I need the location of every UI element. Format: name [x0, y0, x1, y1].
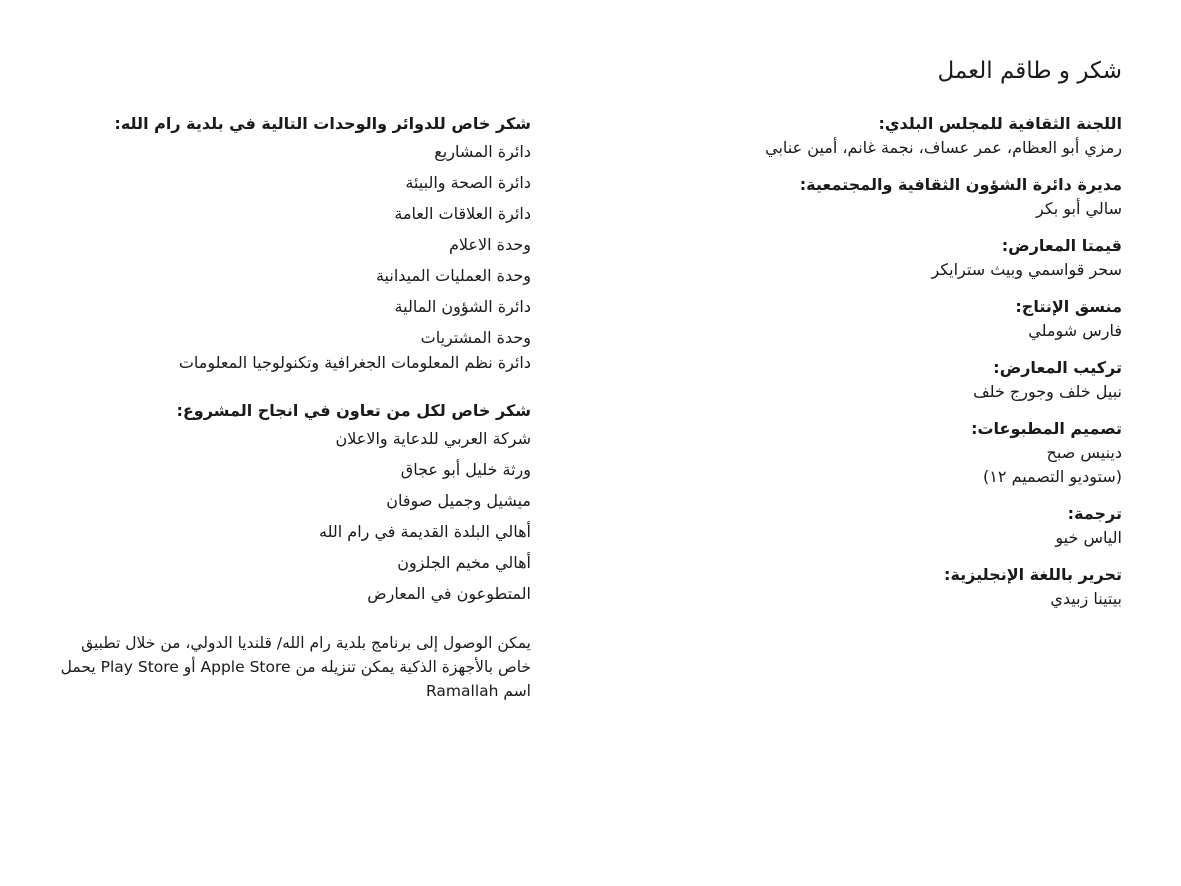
credit-exhibition-installation: [682, 356, 1122, 404]
app-note: يمكن الوصول إلى برنامج بلدية رام الله/ قلنديا الدولي، من خلال تطبيق خاص بالأجهزة الذكية يمكن تنزيله من Apple Store أو Play Store يحمل اسم Ramallah: [60, 634, 531, 700]
credit-name: سحر قواسمي وبيث سترايكر: [931, 260, 1122, 279]
credit-role: تصميم المطبوعات:: [971, 419, 1122, 438]
list-item: وحدة المشتريات: [420, 328, 531, 347]
departments-section: [51, 112, 531, 373]
credit-name: سالي أبو بكر: [1036, 199, 1122, 218]
credit-name-note: (ستوديو التصميم ١٢): [983, 467, 1122, 486]
list-item: دائرة المشاريع: [434, 142, 531, 161]
departments-list: [51, 136, 531, 373]
partners-list: [51, 423, 531, 609]
credit-name: فارس شوملي: [1028, 321, 1122, 340]
credit-name: بيتينا زبيدي: [1050, 589, 1122, 608]
credit-department-director: [682, 173, 1122, 221]
list-item: دائرة نظم المعلومات الجغرافية وتكنولوجيا المعلومات: [178, 353, 531, 372]
list-item: دائرة العلاقات العامة: [394, 204, 531, 223]
credit-name: رمزي أبو العظام، عمر عساف، نجمة غانم، أمين عنابي: [765, 138, 1122, 157]
list-item: دائرة الشؤون المالية: [394, 297, 531, 316]
credit-curators: [682, 234, 1122, 282]
credits-column: [682, 112, 1122, 624]
list-item: ميشيل وجميل صوفان: [386, 491, 531, 510]
acknowledgements-column: [51, 112, 531, 703]
credit-role: تحرير باللغة الإنجليزية:: [944, 565, 1122, 584]
list-item: أهالي مخيم الجلزون: [397, 553, 531, 572]
credit-role: اللجنة الثقافية للمجلس البلدي:: [878, 114, 1122, 133]
partners-heading: شكر خاص لكل من تعاون في انجاح المشروع:: [176, 401, 531, 420]
credit-role: منسق الإنتاج:: [1015, 297, 1122, 316]
credit-print-design: [682, 417, 1122, 489]
credit-role: تركيب المعارض:: [993, 358, 1122, 377]
credit-name: نبيل خلف وجورج خلف: [973, 382, 1122, 401]
credit-name: الياس خيو: [1055, 528, 1122, 547]
list-item: ورثة خليل أبو عجاق: [400, 460, 531, 479]
credit-production-coordinator: [682, 295, 1122, 343]
partners-section: [51, 399, 531, 609]
list-item: أهالي البلدة القديمة في رام الله: [319, 522, 531, 541]
credit-role: مديرة دائرة الشؤون الثقافية والمجتمعية:: [799, 175, 1122, 194]
credit-name: دينيس صبح: [1046, 443, 1122, 462]
list-item: شركة العربي للدعاية والاعلان: [335, 429, 531, 448]
list-item: المتطوعون في المعارض: [367, 584, 531, 603]
credit-cultural-committee: [682, 112, 1122, 160]
credit-translation: [682, 502, 1122, 550]
list-item: وحدة الاعلام: [448, 235, 531, 254]
departments-heading: شكر خاص للدوائر والوحدات التالية في بلدية رام الله:: [114, 114, 531, 133]
list-item: دائرة الصحة والبيئة: [405, 173, 531, 192]
list-item: وحدة العمليات الميدانية: [375, 266, 531, 285]
credit-english-editing: [682, 563, 1122, 611]
credit-role: قيمتا المعارض:: [1001, 236, 1122, 255]
credit-role: ترجمة:: [1067, 504, 1122, 523]
page-title: شكر و طاقم العمل: [937, 58, 1122, 84]
